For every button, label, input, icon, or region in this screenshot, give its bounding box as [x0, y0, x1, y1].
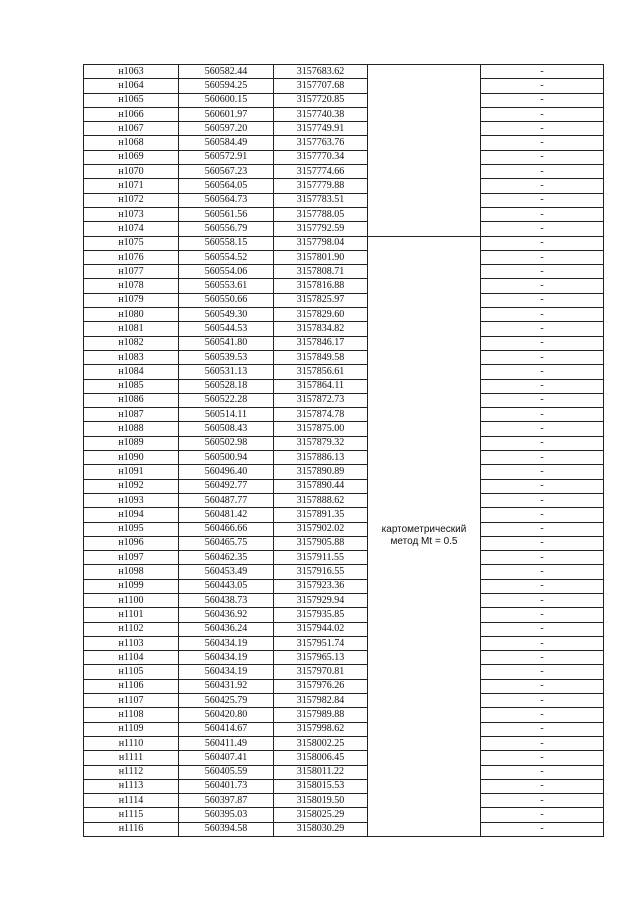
note-cell: -	[481, 236, 604, 250]
note-cell: -	[481, 365, 604, 379]
note-cell: -	[481, 179, 604, 193]
note-cell: -	[481, 808, 604, 822]
note-cell: -	[481, 794, 604, 808]
table-row	[84, 265, 604, 279]
table-row	[84, 465, 604, 479]
x-coordinate-cell: 560401.73	[179, 779, 274, 793]
y-coordinate-cell: 3158015.53	[274, 779, 368, 793]
y-coordinate-cell: 3157879.32	[274, 436, 368, 450]
y-coordinate-cell: 3157720.85	[274, 93, 368, 107]
point-name-cell: н1087	[84, 408, 179, 422]
coordinates-table-body	[84, 65, 604, 837]
table-row	[84, 408, 604, 422]
x-coordinate-cell: 560522.28	[179, 393, 274, 407]
table-row	[84, 479, 604, 493]
note-cell: -	[481, 751, 604, 765]
x-coordinate-cell: 560436.24	[179, 622, 274, 636]
note-cell: -	[481, 293, 604, 307]
note-cell: -	[481, 393, 604, 407]
table-row	[84, 808, 604, 822]
x-coordinate-cell: 560514.11	[179, 408, 274, 422]
point-name-cell: н1111	[84, 751, 179, 765]
note-cell: -	[481, 493, 604, 507]
x-coordinate-cell: 560584.49	[179, 136, 274, 150]
note-cell: -	[481, 436, 604, 450]
x-coordinate-cell: 560500.94	[179, 451, 274, 465]
y-coordinate-cell: 3157740.38	[274, 107, 368, 121]
x-coordinate-cell: 560395.03	[179, 808, 274, 822]
note-cell: -	[481, 679, 604, 693]
y-coordinate-cell: 3157923.36	[274, 579, 368, 593]
point-name-cell: н1095	[84, 522, 179, 536]
note-cell: -	[481, 279, 604, 293]
y-coordinate-cell: 3157916.55	[274, 565, 368, 579]
table-row	[84, 65, 604, 79]
point-name-cell: н1069	[84, 150, 179, 164]
table-row	[84, 308, 604, 322]
y-coordinate-cell: 3158011.22	[274, 765, 368, 779]
x-coordinate-cell: 560508.43	[179, 422, 274, 436]
note-cell: -	[481, 93, 604, 107]
point-name-cell: н1086	[84, 393, 179, 407]
y-coordinate-cell: 3157951.74	[274, 636, 368, 650]
note-cell: -	[481, 736, 604, 750]
x-coordinate-cell: 560564.05	[179, 179, 274, 193]
table-row	[84, 422, 604, 436]
y-coordinate-cell: 3157816.88	[274, 279, 368, 293]
y-coordinate-cell: 3157905.88	[274, 536, 368, 550]
note-cell: -	[481, 765, 604, 779]
x-coordinate-cell: 560496.40	[179, 465, 274, 479]
x-coordinate-cell: 560431.92	[179, 679, 274, 693]
x-coordinate-cell: 560487.77	[179, 493, 274, 507]
x-coordinate-cell: 560561.56	[179, 207, 274, 221]
table-row	[84, 551, 604, 565]
table-row	[84, 694, 604, 708]
y-coordinate-cell: 3157849.58	[274, 350, 368, 364]
note-cell: -	[481, 479, 604, 493]
point-name-cell: н1091	[84, 465, 179, 479]
point-name-cell: н1096	[84, 536, 179, 550]
point-name-cell: н1079	[84, 293, 179, 307]
method-empty-cell	[368, 65, 481, 237]
point-name-cell: н1071	[84, 179, 179, 193]
table-row	[84, 608, 604, 622]
point-name-cell: н1084	[84, 365, 179, 379]
x-coordinate-cell: 560539.53	[179, 350, 274, 364]
point-name-cell: н1099	[84, 579, 179, 593]
point-name-cell: н1107	[84, 694, 179, 708]
table-row	[84, 751, 604, 765]
point-name-cell: н1106	[84, 679, 179, 693]
x-coordinate-cell: 560553.61	[179, 279, 274, 293]
point-name-cell: н1109	[84, 722, 179, 736]
y-coordinate-cell: 3157801.90	[274, 250, 368, 264]
point-name-cell: н1088	[84, 422, 179, 436]
y-coordinate-cell: 3157891.35	[274, 508, 368, 522]
point-name-cell: н1105	[84, 665, 179, 679]
point-name-cell: н1097	[84, 551, 179, 565]
table-row	[84, 322, 604, 336]
table-row	[84, 622, 604, 636]
point-name-cell: н1089	[84, 436, 179, 450]
y-coordinate-cell: 3157763.76	[274, 136, 368, 150]
y-coordinate-cell: 3157683.62	[274, 65, 368, 79]
table-row	[84, 565, 604, 579]
x-coordinate-cell: 560541.80	[179, 336, 274, 350]
y-coordinate-cell: 3158019.50	[274, 794, 368, 808]
x-coordinate-cell: 560554.06	[179, 265, 274, 279]
x-coordinate-cell: 560425.79	[179, 694, 274, 708]
table-row	[84, 536, 604, 550]
x-coordinate-cell: 560564.73	[179, 193, 274, 207]
y-coordinate-cell: 3157886.13	[274, 451, 368, 465]
note-cell: -	[481, 379, 604, 393]
table-row	[84, 365, 604, 379]
table-row	[84, 250, 604, 264]
y-coordinate-cell: 3157792.59	[274, 222, 368, 236]
x-coordinate-cell: 560567.23	[179, 165, 274, 179]
point-name-cell: н1077	[84, 265, 179, 279]
point-name-cell: н1101	[84, 608, 179, 622]
table-row	[84, 350, 604, 364]
coordinates-table	[83, 64, 604, 837]
note-cell: -	[481, 150, 604, 164]
y-coordinate-cell: 3157749.91	[274, 122, 368, 136]
y-coordinate-cell: 3158030.29	[274, 822, 368, 836]
y-coordinate-cell: 3157998.62	[274, 722, 368, 736]
x-coordinate-cell: 560405.59	[179, 765, 274, 779]
x-coordinate-cell: 560411.49	[179, 736, 274, 750]
table-row	[84, 722, 604, 736]
note-cell: -	[481, 265, 604, 279]
point-name-cell: н1073	[84, 207, 179, 221]
y-coordinate-cell: 3157989.88	[274, 708, 368, 722]
x-coordinate-cell: 560436.92	[179, 608, 274, 622]
y-coordinate-cell: 3157808.71	[274, 265, 368, 279]
y-coordinate-cell: 3157846.17	[274, 336, 368, 350]
y-coordinate-cell: 3157929.94	[274, 593, 368, 607]
note-cell: -	[481, 551, 604, 565]
point-name-cell: н1083	[84, 350, 179, 364]
table-row	[84, 222, 604, 236]
table-row	[84, 765, 604, 779]
x-coordinate-cell: 560420.80	[179, 708, 274, 722]
table-row	[84, 593, 604, 607]
y-coordinate-cell: 3157783.51	[274, 193, 368, 207]
table-row	[84, 393, 604, 407]
point-name-cell: н1070	[84, 165, 179, 179]
x-coordinate-cell: 560407.41	[179, 751, 274, 765]
table-row	[84, 579, 604, 593]
x-coordinate-cell: 560556.79	[179, 222, 274, 236]
x-coordinate-cell: 560601.97	[179, 107, 274, 121]
y-coordinate-cell: 3157834.82	[274, 322, 368, 336]
note-cell: -	[481, 636, 604, 650]
point-name-cell: н1113	[84, 779, 179, 793]
table-row	[84, 207, 604, 221]
x-coordinate-cell: 560594.25	[179, 79, 274, 93]
point-name-cell: н1063	[84, 65, 179, 79]
x-coordinate-cell: 560528.18	[179, 379, 274, 393]
table-row	[84, 379, 604, 393]
point-name-cell: н1085	[84, 379, 179, 393]
note-cell: -	[481, 522, 604, 536]
point-name-cell: н1067	[84, 122, 179, 136]
table-row	[84, 93, 604, 107]
y-coordinate-cell: 3157774.66	[274, 165, 368, 179]
y-coordinate-cell: 3157707.68	[274, 79, 368, 93]
note-cell: -	[481, 350, 604, 364]
note-cell: -	[481, 465, 604, 479]
point-name-cell: н1080	[84, 308, 179, 322]
point-name-cell: н1081	[84, 322, 179, 336]
y-coordinate-cell: 3157890.89	[274, 465, 368, 479]
note-cell: -	[481, 508, 604, 522]
table-row	[84, 79, 604, 93]
table-row	[84, 493, 604, 507]
point-name-cell: н1068	[84, 136, 179, 150]
point-name-cell: н1108	[84, 708, 179, 722]
y-coordinate-cell: 3157864.11	[274, 379, 368, 393]
note-cell: -	[481, 250, 604, 264]
table-row	[84, 107, 604, 121]
point-name-cell: н1104	[84, 651, 179, 665]
y-coordinate-cell: 3157875.00	[274, 422, 368, 436]
note-cell: -	[481, 708, 604, 722]
y-coordinate-cell: 3158002.25	[274, 736, 368, 750]
method-line-2: метод Mt = 0.5	[390, 536, 458, 548]
y-coordinate-cell: 3157890.44	[274, 479, 368, 493]
table-row	[84, 136, 604, 150]
table-row	[84, 508, 604, 522]
y-coordinate-cell: 3157888.62	[274, 493, 368, 507]
note-cell: -	[481, 665, 604, 679]
y-coordinate-cell: 3157874.78	[274, 408, 368, 422]
point-name-cell: н1078	[84, 279, 179, 293]
table-row	[84, 122, 604, 136]
note-cell: -	[481, 408, 604, 422]
table-row	[84, 636, 604, 650]
note-cell: -	[481, 65, 604, 79]
y-coordinate-cell: 3158025.29	[274, 808, 368, 822]
table-row	[84, 336, 604, 350]
x-coordinate-cell: 560492.77	[179, 479, 274, 493]
x-coordinate-cell: 560466.66	[179, 522, 274, 536]
point-name-cell: н1115	[84, 808, 179, 822]
note-cell: -	[481, 222, 604, 236]
y-coordinate-cell: 3157798.04	[274, 236, 368, 250]
x-coordinate-cell: 560462.35	[179, 551, 274, 565]
point-name-cell: н1092	[84, 479, 179, 493]
note-cell: -	[481, 651, 604, 665]
table-row	[84, 436, 604, 450]
y-coordinate-cell: 3157970.81	[274, 665, 368, 679]
x-coordinate-cell: 560434.19	[179, 651, 274, 665]
table-row	[84, 193, 604, 207]
y-coordinate-cell: 3157944.02	[274, 622, 368, 636]
note-cell: -	[481, 536, 604, 550]
y-coordinate-cell: 3157965.13	[274, 651, 368, 665]
table-row	[84, 165, 604, 179]
x-coordinate-cell: 560572.91	[179, 150, 274, 164]
x-coordinate-cell: 560465.75	[179, 536, 274, 550]
table-row	[84, 293, 604, 307]
table-row	[84, 522, 604, 536]
y-coordinate-cell: 3157935.85	[274, 608, 368, 622]
y-coordinate-cell: 3157829.60	[274, 308, 368, 322]
note-cell: -	[481, 122, 604, 136]
point-name-cell: н1082	[84, 336, 179, 350]
x-coordinate-cell: 560502.98	[179, 436, 274, 450]
x-coordinate-cell: 560558.15	[179, 236, 274, 250]
x-coordinate-cell: 560481.42	[179, 508, 274, 522]
note-cell: -	[481, 822, 604, 836]
x-coordinate-cell: 560414.67	[179, 722, 274, 736]
note-cell: -	[481, 165, 604, 179]
point-name-cell: н1065	[84, 93, 179, 107]
table-row	[84, 679, 604, 693]
point-name-cell: н1100	[84, 593, 179, 607]
x-coordinate-cell: 560434.19	[179, 665, 274, 679]
note-cell: -	[481, 193, 604, 207]
table-row	[84, 794, 604, 808]
note-cell: -	[481, 622, 604, 636]
y-coordinate-cell: 3157982.84	[274, 694, 368, 708]
point-name-cell: н1066	[84, 107, 179, 121]
table-row	[84, 665, 604, 679]
note-cell: -	[481, 336, 604, 350]
note-cell: -	[481, 422, 604, 436]
method-line-1: картометрический	[381, 524, 467, 536]
x-coordinate-cell: 560554.52	[179, 250, 274, 264]
x-coordinate-cell: 560531.13	[179, 365, 274, 379]
x-coordinate-cell: 560443.05	[179, 579, 274, 593]
note-cell: -	[481, 451, 604, 465]
x-coordinate-cell: 560544.53	[179, 322, 274, 336]
note-cell: -	[481, 308, 604, 322]
note-cell: -	[481, 107, 604, 121]
y-coordinate-cell: 3157779.88	[274, 179, 368, 193]
note-cell: -	[481, 136, 604, 150]
table-row	[84, 451, 604, 465]
table-row	[84, 779, 604, 793]
x-coordinate-cell: 560600.15	[179, 93, 274, 107]
point-name-cell: н1103	[84, 636, 179, 650]
note-cell: -	[481, 565, 604, 579]
note-cell: -	[481, 608, 604, 622]
point-name-cell: н1112	[84, 765, 179, 779]
y-coordinate-cell: 3157911.55	[274, 551, 368, 565]
x-coordinate-cell: 560434.19	[179, 636, 274, 650]
point-name-cell: н1114	[84, 794, 179, 808]
table-row	[84, 150, 604, 164]
table-row	[84, 822, 604, 836]
note-cell: -	[481, 593, 604, 607]
note-cell: -	[481, 579, 604, 593]
x-coordinate-cell: 560453.49	[179, 565, 274, 579]
note-cell: -	[481, 779, 604, 793]
point-name-cell: н1116	[84, 822, 179, 836]
point-name-cell: н1094	[84, 508, 179, 522]
note-cell: -	[481, 722, 604, 736]
point-name-cell: н1098	[84, 565, 179, 579]
point-name-cell: н1074	[84, 222, 179, 236]
point-name-cell: н1110	[84, 736, 179, 750]
y-coordinate-cell: 3157902.02	[274, 522, 368, 536]
table-row	[84, 651, 604, 665]
y-coordinate-cell: 3157872.73	[274, 393, 368, 407]
y-coordinate-cell: 3157770.34	[274, 150, 368, 164]
table-row	[84, 236, 604, 250]
x-coordinate-cell: 560582.44	[179, 65, 274, 79]
table-row	[84, 708, 604, 722]
x-coordinate-cell: 560597.20	[179, 122, 274, 136]
point-name-cell: н1090	[84, 451, 179, 465]
y-coordinate-cell: 3157976.26	[274, 679, 368, 693]
method-cell	[368, 236, 481, 836]
table-row	[84, 179, 604, 193]
point-name-cell: н1064	[84, 79, 179, 93]
x-coordinate-cell: 560394.58	[179, 822, 274, 836]
point-name-cell: н1102	[84, 622, 179, 636]
note-cell: -	[481, 79, 604, 93]
x-coordinate-cell: 560549.30	[179, 308, 274, 322]
point-name-cell: н1072	[84, 193, 179, 207]
y-coordinate-cell: 3157825.97	[274, 293, 368, 307]
x-coordinate-cell: 560438.73	[179, 593, 274, 607]
point-name-cell: н1093	[84, 493, 179, 507]
note-cell: -	[481, 322, 604, 336]
table-row	[84, 736, 604, 750]
x-coordinate-cell: 560550.66	[179, 293, 274, 307]
note-cell: -	[481, 694, 604, 708]
table-row	[84, 279, 604, 293]
point-name-cell: н1075	[84, 236, 179, 250]
y-coordinate-cell: 3157856.61	[274, 365, 368, 379]
note-cell: -	[481, 207, 604, 221]
y-coordinate-cell: 3157788.05	[274, 207, 368, 221]
x-coordinate-cell: 560397.87	[179, 794, 274, 808]
point-name-cell: н1076	[84, 250, 179, 264]
y-coordinate-cell: 3158006.45	[274, 751, 368, 765]
